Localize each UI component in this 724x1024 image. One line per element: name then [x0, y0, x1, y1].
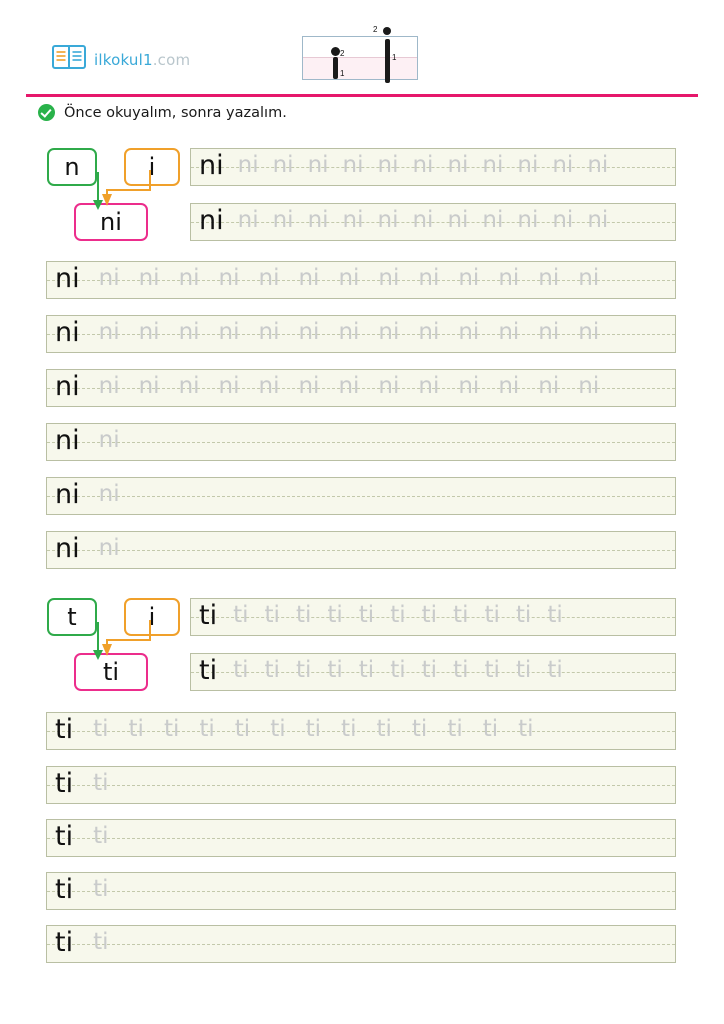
ghost-syllable: ni [458, 372, 480, 399]
tracing-strip[interactable] [46, 531, 676, 569]
model-syllable: ti [55, 926, 74, 958]
tracing-strip[interactable] [46, 925, 676, 963]
tracing-strip[interactable] [190, 203, 676, 241]
ghost-syllable: ni [552, 151, 574, 178]
syllable-box-ti: ti [74, 653, 148, 691]
ghost-syllable: ni [258, 372, 280, 399]
ghost-syllable: ni [498, 372, 520, 399]
ghost-syllable: ni [377, 206, 399, 233]
ghost-syllable: ni [538, 264, 560, 291]
ghost-syllable: ni [98, 480, 120, 507]
ghost-syllable: ni [218, 372, 240, 399]
tracing-strip[interactable] [46, 477, 676, 515]
ghost-syllable: ni [237, 206, 259, 233]
ghost-syllable: ni [218, 264, 240, 291]
stroke-number-2: 2 [340, 49, 345, 58]
ghost-syllable: ni [338, 264, 360, 291]
model-syllable: ni [55, 532, 80, 564]
strip-content [191, 204, 675, 240]
stroke-number-1b: 1 [392, 53, 397, 62]
ghost-syllable: ni [338, 318, 360, 345]
ghost-syllable: ni [378, 264, 400, 291]
ghost-syllable: ni [342, 206, 364, 233]
ghost-syllable: ti [234, 715, 251, 742]
syllable-box-ni: ni [74, 203, 148, 241]
ghost-syllable: ti [233, 656, 249, 683]
ghost-syllable: ni [98, 534, 120, 561]
ghost-syllable: ni [138, 318, 160, 345]
strip-content [47, 370, 675, 406]
ghost-syllable: ni [517, 151, 539, 178]
ghost-syllable: ti [453, 656, 469, 683]
model-syllable: ti [55, 767, 74, 799]
ghost-syllable: ni [342, 151, 364, 178]
ghost-syllable: ti [447, 715, 463, 742]
ghost-syllable: ni [498, 318, 520, 345]
model-syllable: ti [199, 599, 218, 631]
ghost-syllable: ni [237, 151, 259, 178]
strip-content [191, 149, 675, 185]
tracing-strip[interactable] [46, 766, 676, 804]
ghost-syllable: ni [587, 151, 609, 178]
ghost-syllable: ni [482, 151, 504, 178]
ghost-syllable: ti [390, 601, 406, 628]
ghost-syllable: ti [482, 715, 499, 742]
letter-box-t: t [47, 598, 97, 636]
ghost-syllable: ni [178, 372, 200, 399]
ghost-syllable: ti [547, 601, 563, 628]
ghost-syllable: ti [327, 601, 343, 628]
ghost-syllable: ti [305, 715, 322, 742]
ghost-syllable: ni [272, 151, 294, 178]
ghost-syllable: ti [411, 715, 428, 742]
ghost-syllable: ni [517, 206, 539, 233]
ghost-syllable: ni [418, 264, 440, 291]
tracing-strip[interactable] [46, 712, 676, 750]
ghost-syllable: ni [418, 372, 440, 399]
ghost-syllable: ti [93, 715, 109, 742]
ghost-syllable: ni [578, 318, 600, 345]
model-syllable: ti [55, 713, 74, 745]
ghost-syllable: ti [93, 875, 109, 902]
ghost-syllable: ni [418, 318, 440, 345]
ghost-syllable: ti [390, 656, 406, 683]
tracing-strip[interactable] [190, 148, 676, 186]
strip-content [47, 424, 675, 460]
ghost-syllable: ti [341, 715, 357, 742]
ghost-syllable: ti [295, 601, 312, 628]
ghost-syllable: ni [178, 264, 200, 291]
ghost-syllable: ni [98, 264, 120, 291]
model-syllable: ni [55, 316, 80, 348]
ghost-syllable: ti [484, 656, 500, 683]
model-syllable: ni [55, 262, 80, 294]
strip-content [47, 767, 675, 803]
tracing-strip[interactable] [190, 598, 676, 636]
strip-content [47, 478, 675, 514]
ghost-syllable: ti [270, 715, 286, 742]
model-syllable: ti [55, 873, 74, 905]
ghost-syllable: ni [138, 372, 160, 399]
tracing-strip[interactable] [46, 369, 676, 407]
model-syllable: ni [55, 424, 80, 456]
ghost-syllable: ti [547, 656, 563, 683]
ghost-syllable: ni [307, 151, 329, 178]
strip-content [47, 316, 675, 352]
ghost-syllable: ti [163, 715, 180, 742]
strip-content [47, 262, 675, 298]
ghost-syllable: ti [515, 601, 532, 628]
ghost-syllable: ti [484, 601, 500, 628]
ghost-syllable: ni [482, 206, 504, 233]
ghost-syllable: ni [178, 318, 200, 345]
ghost-syllable: ti [358, 601, 375, 628]
ghost-syllable: ni [307, 206, 329, 233]
ghost-syllable: ni [538, 318, 560, 345]
ghost-syllable: ti [421, 656, 438, 683]
ghost-syllable: ni [258, 264, 280, 291]
strip-content [47, 926, 675, 962]
ghost-syllable: ni [412, 206, 434, 233]
ghost-syllable: ni [412, 151, 434, 178]
tracing-strip[interactable] [46, 315, 676, 353]
strip-content [191, 654, 675, 690]
ghost-syllable: ti [453, 601, 469, 628]
strip-content [191, 599, 675, 635]
ghost-syllable: ti [518, 715, 534, 742]
stroke-number-2b: 2 [373, 25, 378, 34]
ghost-syllable: ti [295, 656, 312, 683]
ghost-syllable: ni [98, 372, 120, 399]
ghost-syllable: ni [378, 318, 400, 345]
ghost-syllable: ti [358, 656, 375, 683]
ghost-syllable: ni [258, 318, 280, 345]
logo-suffix: .com [152, 50, 191, 69]
ghost-syllable: ti [327, 656, 343, 683]
ghost-syllable: ni [298, 372, 320, 399]
ghost-syllable: ni [98, 318, 120, 345]
strip-content [47, 820, 675, 856]
letter-box-i-2: i [124, 598, 180, 636]
ghost-syllable: ni [272, 206, 294, 233]
tracing-strip[interactable] [46, 423, 676, 461]
ghost-syllable: ni [578, 264, 600, 291]
ghost-syllable: ni [378, 372, 400, 399]
ghost-syllable: ni [447, 206, 469, 233]
ghost-syllable: ti [264, 656, 280, 683]
ghost-syllable: ni [538, 372, 560, 399]
tracing-strip[interactable] [46, 261, 676, 299]
arrow-curve-orange-2 [98, 620, 154, 656]
stroke-number-1: 1 [340, 69, 345, 78]
letter-box-n: n [47, 148, 97, 186]
ghost-syllable: ni [587, 206, 609, 233]
model-syllable: ni [55, 370, 80, 402]
strip-content [47, 713, 675, 749]
model-syllable: ti [199, 654, 218, 686]
ghost-syllable: ni [498, 264, 520, 291]
ghost-syllable: ti [93, 822, 109, 849]
model-syllable: ni [55, 478, 80, 510]
ghost-syllable: ti [93, 769, 109, 796]
ghost-syllable: ti [421, 601, 438, 628]
ghost-syllable: ni [298, 318, 320, 345]
ghost-syllable: ni [552, 206, 574, 233]
tracing-strip[interactable] [46, 872, 676, 910]
strip-content [47, 532, 675, 568]
ghost-syllable: ni [218, 318, 240, 345]
ghost-syllable: ti [233, 601, 249, 628]
ghost-syllable: ti [376, 715, 392, 742]
letter-box-i-1: i [124, 148, 180, 186]
instruction-text: Önce okuyalım, sonra yazalım. [64, 104, 287, 121]
ghost-syllable: ti [128, 715, 144, 742]
ghost-syllable: ni [458, 318, 480, 345]
tracing-strip[interactable] [190, 653, 676, 691]
ghost-syllable: ti [93, 928, 109, 955]
arrow-curve-orange-1 [98, 170, 154, 206]
model-syllable: ni [199, 149, 224, 181]
ghost-syllable: ni [338, 372, 360, 399]
ghost-syllable: ni [138, 264, 160, 291]
ghost-syllable: ti [264, 601, 280, 628]
logo-name: ilkokul1 [94, 50, 153, 69]
ghost-syllable: ti [515, 656, 532, 683]
ghost-syllable: ni [447, 151, 469, 178]
ghost-syllable: ni [377, 151, 399, 178]
model-syllable: ti [55, 820, 74, 852]
strip-content [47, 873, 675, 909]
ghost-syllable: ni [578, 372, 600, 399]
ghost-syllable: ti [199, 715, 215, 742]
ghost-syllable: ni [458, 264, 480, 291]
tracing-strip[interactable] [46, 819, 676, 857]
model-syllable: ni [199, 204, 224, 236]
ghost-syllable: ni [98, 426, 120, 453]
ghost-syllable: ni [298, 264, 320, 291]
